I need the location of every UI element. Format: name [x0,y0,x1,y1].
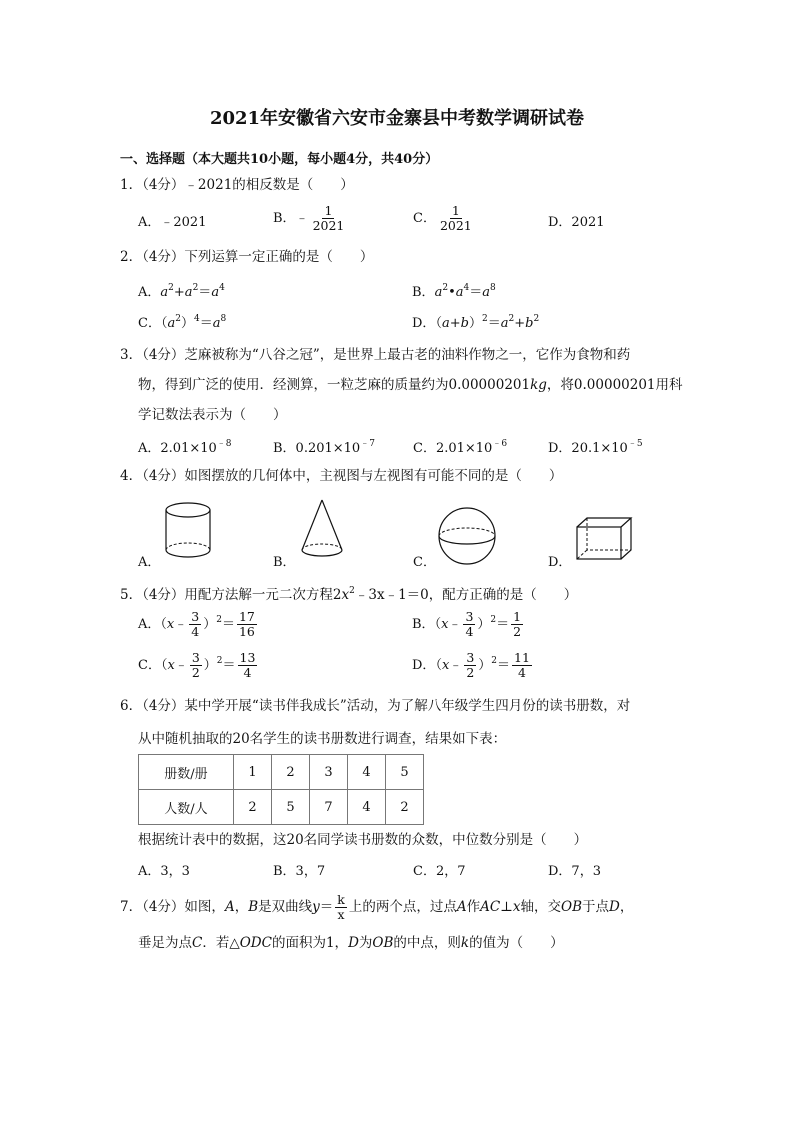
q7-denominator: x [337,907,345,922]
q5-stem-post: ﹣3x﹣1＝0，配方正确的是（ ） [354,587,578,603]
table-cell: 2 [234,790,272,825]
q2-option-a: A．$a^2+a^2=a^4$ [138,283,225,300]
q3-unit: kg [530,377,547,393]
q5-b-den2: 2 [513,624,522,639]
q5-option-b: B．（x﹣ $\frac{3}{4}$ ）$^2$＝ $\frac{1}{2}$ [412,609,522,639]
q5-d-num1: 3 [466,650,475,665]
q7-line2c: 的面积为1， [271,935,349,951]
table-cell: 1 [234,755,272,790]
q7-numerator: k [337,892,345,907]
q2-option-a-label: A． [138,285,161,300]
q7-mid3: 作 [466,899,481,915]
q5-b-num2: 1 [513,609,522,624]
q3-option-a [138,436,232,456]
table-cell: 5 [272,790,310,825]
q1-c-denominator: 2021 [439,218,472,233]
q6-option-c: C．2，7 [413,864,466,879]
q7-line2a: 垂足为点 [138,935,192,951]
sphere-figure [436,505,498,567]
q5-a-num1: 3 [191,609,200,624]
q3-b-base: B．0.201×10 [273,441,361,456]
table-cell: 7 [310,790,348,825]
q2-stem: 2．（4分）下列运算一定正确的是（ ） [120,249,374,265]
q5-c-num2: 13 [239,650,256,665]
q6-option-a: A．3，3 [138,864,190,879]
q5-option-c: C．（x﹣ $\frac{3}{2}$ ）$^2$＝ $\frac{13}{4}$ [138,650,256,680]
q7-pre: 7．（4分）如图， [120,899,225,915]
cuboid-figure [574,515,634,563]
q1-c-numerator: 1 [451,203,460,218]
table-cell: 2 [386,790,424,825]
q3-c-exp: ﹣6 [492,439,508,449]
table-cell: 4 [348,790,386,825]
q3-option-b [273,436,375,456]
cylinder-figure [160,500,216,562]
q5-a-den1: 4 [191,624,200,639]
q7-line2: 垂足为点C．若△ODC的面积为1，D为OB的中点，则k的值为（ ） [138,935,564,951]
q1-b-numerator: 1 [324,203,333,218]
q1-option-c [413,204,476,233]
q2-option-c-label: C． [138,316,161,331]
q7-line2d: 为 [358,935,373,951]
q5-d-den1: 2 [466,665,475,680]
q3-line2-post: ，将0.00000201用科 [546,377,683,393]
q5-b-num1: 3 [465,609,474,624]
q7-mid5: 于点 [582,899,609,915]
q3-option-c [413,436,507,456]
q5-c-den2: 4 [243,665,252,680]
q3-d-base: D．20.1×10 [548,441,628,456]
table-header-cell: 人数/人 [139,790,234,825]
q6-line1: 6．（4分）某中学开展“读书伴我成长”活动，为了解八年级学生四月份的读书册数，对 [120,698,631,714]
q5-option-a: A．（x﹣ $\frac{3}{4}$ ）$^2$＝ $\frac{17}{16}$ [138,609,255,639]
q1-option-c-label: C． [413,211,436,226]
table-cell: 4 [348,755,386,790]
q1-option-a: A．﹣2021 [138,215,207,230]
q3-line3: 学记数法表示为（ ） [138,407,287,423]
table-cell: 5 [386,755,424,790]
q3-d-exp: ﹣5 [627,439,643,449]
q6-option-d: D．7，3 [548,864,601,879]
q7-line1: 7．（4分）如图，A，B是双曲线y＝ $\frac{k}{x}$ 上的两个点，过点A作AC⊥x轴，交OB于点D， [120,892,634,922]
q1-b-denominator: 2021 [312,218,345,233]
q1-option-d: D．2021 [548,215,605,230]
q2-option-d-label: D． [412,316,436,331]
q2-option-b-label: B． [412,285,435,300]
table-header-cell: 册数/册 [139,755,234,790]
q3-line1: 3．（4分）芝麻被称为“八谷之冠”，是世界上最古老的油料作物之一，它作为食物和药 [120,347,631,363]
table-cell: 3 [310,755,348,790]
q2-option-d: D．$(a+b)^2=a^2+b^2$ [412,314,540,331]
q4-option-a: A． [138,555,161,570]
q5-a-label: A． [138,617,161,632]
q4-stem: 4．（4分）如图摆放的几何体中，主视图与左视图有可能不同的是（ ） [120,468,563,484]
q6-line3: 根据统计表中的数据，这20名同学读书册数的众数，中位数分别是（ ） [138,832,588,848]
table-row [139,790,424,825]
q2-option-b: B．$a^2•a^4=a^8$ [412,283,496,300]
q7-line2b: ．若△ [202,935,240,951]
q5-stem-pre: 5．（4分）用配方法解一元二次方程2 [120,587,342,603]
q4-option-b: B． [273,555,296,570]
q5-b-label: B． [412,617,435,632]
q1-option-b-label: B．﹣ [273,211,309,226]
q7-mid2: 上的两个点，过点 [348,899,457,915]
q5-c-num1: 3 [191,650,200,665]
q7-mid4: 轴，交 [520,899,561,915]
q5-d-num2: 11 [514,650,530,665]
q5-a-num2: 17 [238,609,255,624]
q5-a-den2: 16 [238,624,255,639]
q4-option-d: D． [548,555,572,570]
table-row [139,755,424,790]
q2-b-dot: • [448,285,456,300]
q5-option-d: D．（x﹣ $\frac{3}{2}$ ）$^2$＝ $\frac{11}{4}$ [412,650,530,680]
q5-d-label: D． [412,658,436,673]
q3-line2 [138,373,683,393]
section-heading: 一、选择题（本大题共10小题，每小题4分，共40分） [120,152,439,167]
cone-figure [298,498,346,562]
q5-c-den1: 2 [191,665,200,680]
q3-option-d [548,436,643,456]
q3-a-base: A．2.01×10 [138,441,217,456]
q7-line2f: 的值为（ ） [469,935,564,951]
q3-c-base: C．2.01×10 [413,441,493,456]
table-cell: 2 [272,755,310,790]
q6-line2: 从中随机抽取的20名学生的读书册数进行调查，结果如下表： [138,731,507,747]
stats-table [138,754,424,825]
q2-option-c: C．$(a^2)^4=a^8$ [138,314,227,331]
q5-c-label: C． [138,658,161,673]
q4-option-c: C． [413,555,436,570]
q7-line2e: 的中点，则 [393,935,461,951]
q1-option-b [273,204,348,233]
q3-a-exp: ﹣8 [216,439,232,449]
page-title: 2021年安徽省六安市金寨县中考数学调研试卷 [209,108,585,129]
q6-option-b: B．3，7 [273,864,326,879]
q3-b-exp: ﹣7 [360,439,375,449]
q1-stem: 1．（4分）﹣2021的相反数是（ ） [120,177,354,193]
q5-stem: 5．（4分）用配方法解一元二次方程$2x^2﹣3x﹣1=0$，配方正确的是（ ） [120,586,578,603]
q5-d-den2: 4 [518,665,526,680]
q7-mid1: 是双曲线 [258,899,313,915]
q3-line2-pre: 物，得到广泛的使用．经测算，一粒芝麻的质量约为0.00000201 [138,377,531,393]
q5-b-den1: 4 [465,624,474,639]
